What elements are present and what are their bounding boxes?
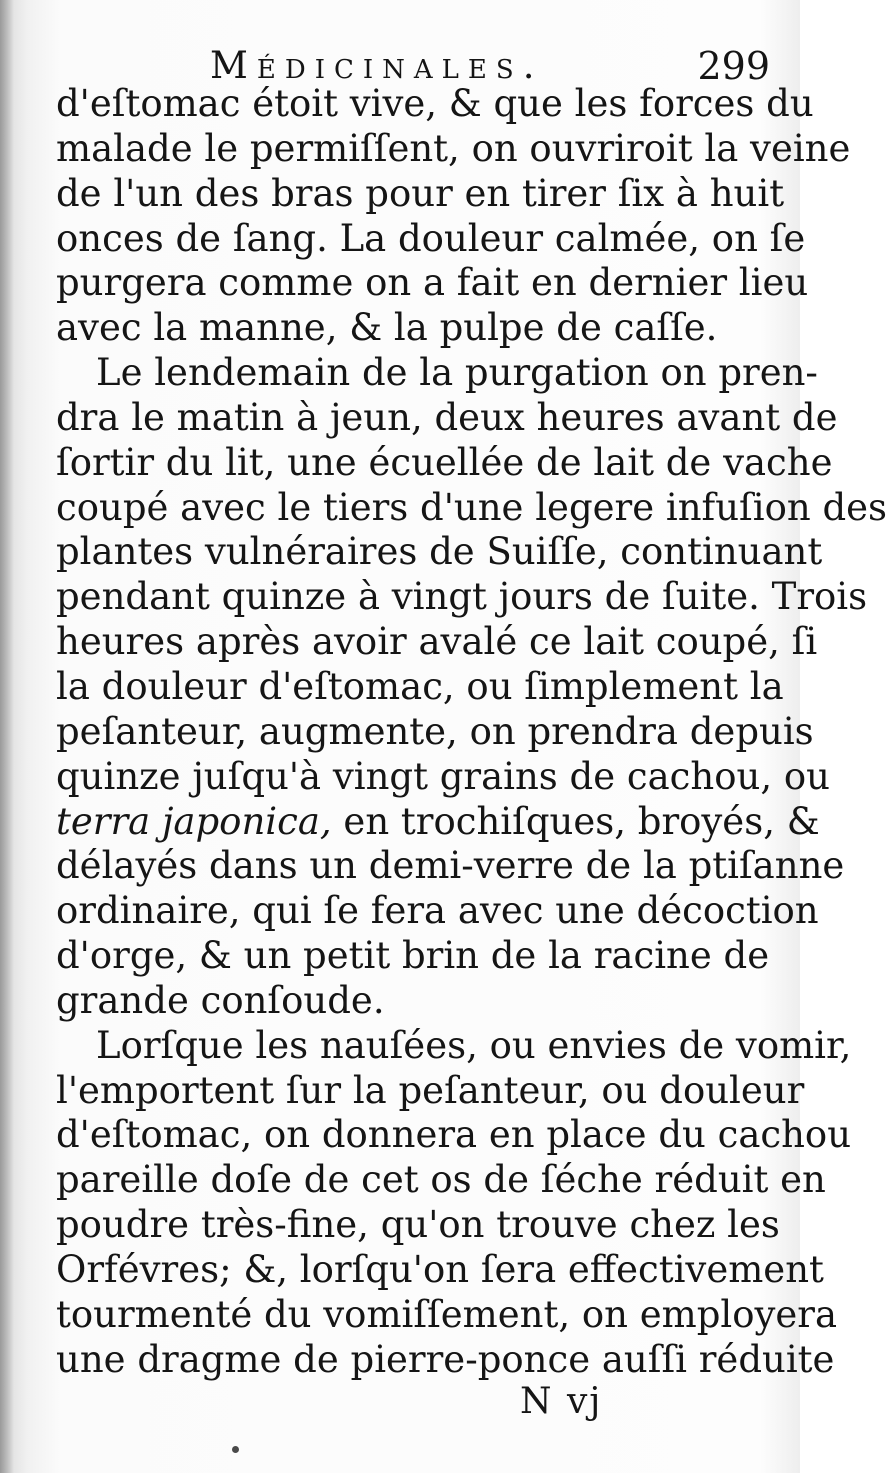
- text-line: coupé avec le tiers d'une legere infuſion des: [56, 485, 887, 529]
- running-title: Médicinales.: [210, 44, 544, 87]
- text-line: délayés dans un demi-verre de la ptiſanne: [56, 844, 845, 888]
- text-line: pareille doſe de cet os de ſéche réduit en: [56, 1158, 826, 1202]
- text-line: d'eſtomac, on donnera en place du cachou: [56, 1113, 852, 1157]
- paragraph-first-line: Le lendemain de la purgation on pren-: [96, 351, 818, 395]
- text-line: la douleur d'eſtomac, ou ſimplement la: [56, 664, 784, 708]
- text-line: de l'un des bras pour en tirer ſix à huit: [56, 171, 785, 215]
- text-line-with-latin-term: [56, 799, 820, 845]
- text-line: une dragme de pierre-ponce auſſi réduite: [56, 1337, 835, 1381]
- text-line: grande conſoude.: [56, 978, 385, 1022]
- text-line: quinze juſqu'à vingt grains de cachou, ou: [56, 754, 830, 798]
- latin-term: terra japonica,: [56, 799, 332, 843]
- text-line: ordinaire, qui ſe fera avec une décoction: [56, 889, 819, 933]
- text-line-continuation: en trochiſques, broyés, &: [331, 799, 820, 843]
- text-line: dra le matin à jeun, deux heures avant de: [56, 395, 838, 439]
- text-line: d'eſtomac étoit vive, & que les forces du: [56, 82, 814, 125]
- text-line: l'emportent ſur la peſanteur, ou douleur: [56, 1068, 805, 1112]
- text-line: purgera comme on a fait en dernier lieu: [56, 261, 809, 305]
- text-line: pendant quinze à vingt jours de ſuite. Trois: [56, 575, 868, 619]
- text-line: malade le permiſſent, on ouvriroit la veine: [56, 126, 851, 170]
- text-line: tourmenté du vomiſſement, on employera: [56, 1292, 838, 1336]
- page-gutter-shadow: [0, 0, 14, 1473]
- body-text: [56, 82, 887, 1382]
- page-number: 299: [697, 44, 770, 88]
- text-line: Orfévres; &, lorſqu'on ſera effectivement: [56, 1247, 824, 1291]
- ink-speck: [232, 1446, 239, 1453]
- text-line: peſanteur, augmente, on prendra depuis: [56, 709, 814, 753]
- text-line: avec la manne, & la pulpe de caſſe.: [56, 306, 718, 350]
- signature-mark: N vj: [520, 1381, 603, 1422]
- text-line: onces de ſang. La douleur calmée, on ſe: [56, 216, 806, 260]
- text-line: plantes vulnéraires de Suiſſe, continuant: [56, 530, 823, 574]
- text-line: d'orge, & un petit brin de la racine de: [56, 934, 770, 978]
- text-line: poudre très-fine, qu'on trouve chez les: [56, 1203, 780, 1247]
- text-line: ſortir du lit, une écuellée de lait de vache: [56, 440, 833, 484]
- text-line: heures après avoir avalé ce lait coupé, ſi: [56, 620, 818, 664]
- paragraph-first-line: Lorſque les nauſées, ou envies de vomir,: [96, 1023, 852, 1067]
